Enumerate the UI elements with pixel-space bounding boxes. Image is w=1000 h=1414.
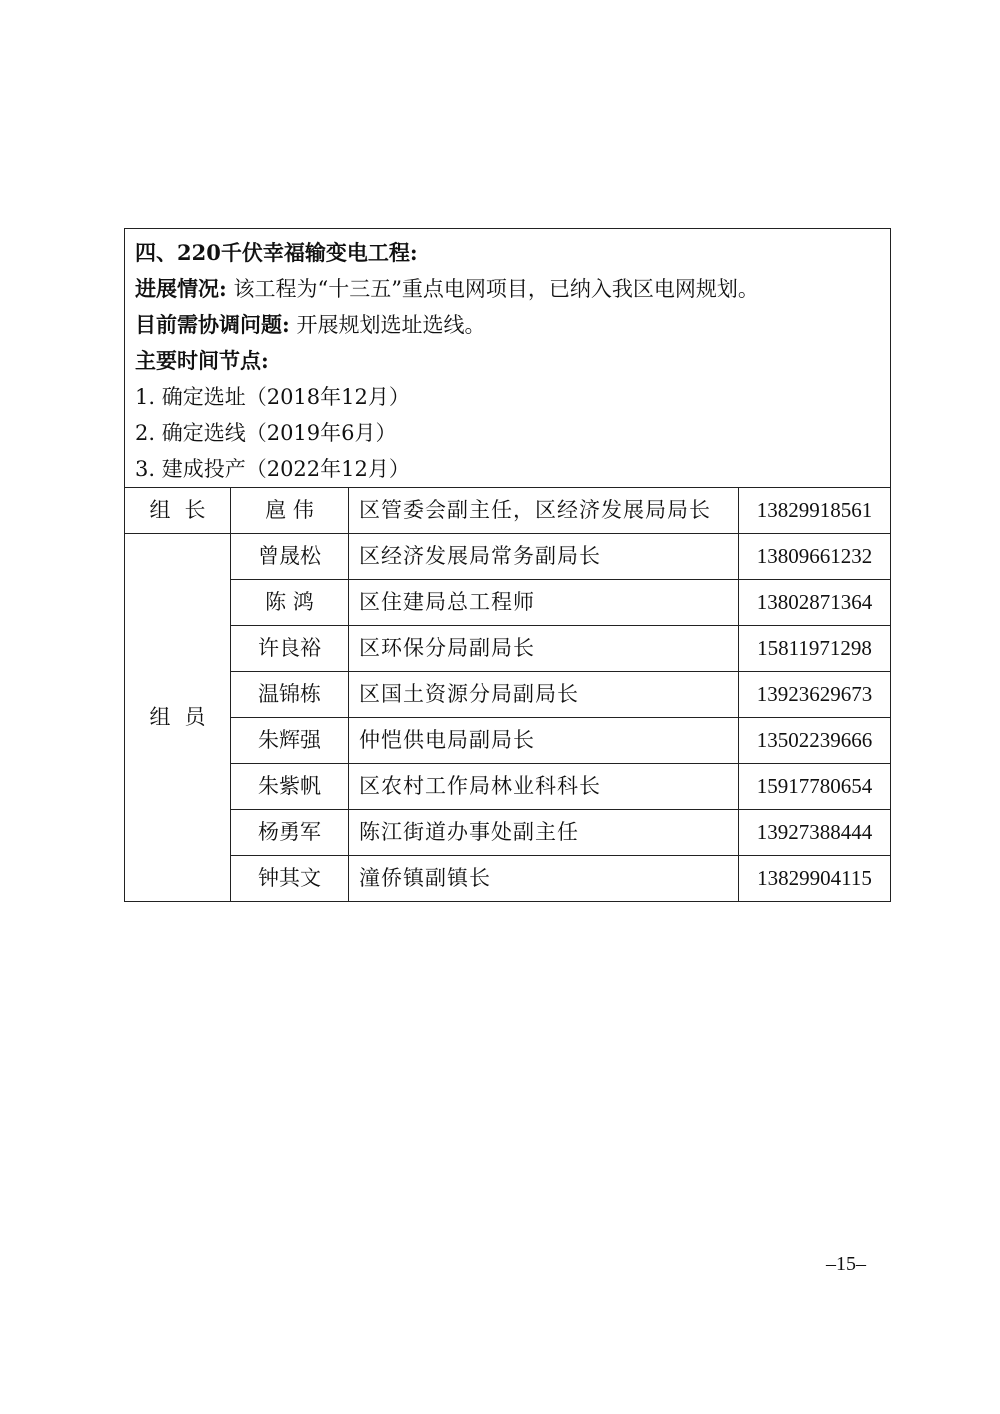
member-row xyxy=(125,534,891,580)
member-row xyxy=(125,580,891,626)
timeline-item: 1. 确定选址（2018年12月） xyxy=(135,385,410,409)
member-row xyxy=(125,810,891,856)
member-phone: 13809661232 xyxy=(739,534,891,580)
member-title: 区住建局总工程师 xyxy=(349,580,739,626)
leader-row xyxy=(125,488,891,534)
page-number: –15– xyxy=(826,1253,866,1275)
member-row xyxy=(125,672,891,718)
project-table xyxy=(124,228,891,902)
member-title: 潼侨镇副镇长 xyxy=(349,856,739,902)
leader-phone: 13829918561 xyxy=(739,488,891,534)
member-row xyxy=(125,626,891,672)
project-info-row xyxy=(125,229,891,488)
member-name: 许良裕 xyxy=(231,626,349,672)
member-name: 曾晟松 xyxy=(231,534,349,580)
progress-text: 该工程为“十三五”重点电网项目，已纳入我区电网规划。 xyxy=(233,277,759,301)
member-row xyxy=(125,764,891,810)
issue-line xyxy=(135,307,880,343)
member-phone: 13502239666 xyxy=(739,718,891,764)
member-title: 区经济发展局常务副局长 xyxy=(349,534,739,580)
member-name: 陈 鸿 xyxy=(231,580,349,626)
leader-name: 扈 伟 xyxy=(231,488,349,534)
member-phone: 13829904115 xyxy=(739,856,891,902)
timeline-label: 主要时间节点: xyxy=(135,348,269,373)
member-title: 仲恺供电局副局长 xyxy=(349,718,739,764)
project-info-cell xyxy=(125,229,891,488)
leader-title: 区管委会副主任，区经济发展局局长 xyxy=(349,488,739,534)
member-row xyxy=(125,856,891,902)
member-name: 朱紫帆 xyxy=(231,764,349,810)
member-name: 钟其文 xyxy=(231,856,349,902)
member-row xyxy=(125,718,891,764)
issue-label: 目前需协调问题: xyxy=(135,312,290,337)
issue-text: 开展规划选址选线。 xyxy=(296,313,486,337)
timeline-item: 3. 建成投产（2022年12月） xyxy=(135,457,410,481)
member-name: 杨勇军 xyxy=(231,810,349,856)
member-name: 朱辉强 xyxy=(231,718,349,764)
progress-label: 进展情况: xyxy=(135,276,227,301)
member-title: 区国土资源分局副局长 xyxy=(349,672,739,718)
member-title: 区农村工作局林业科科长 xyxy=(349,764,739,810)
member-phone: 13923629673 xyxy=(739,672,891,718)
members-role: 组员 xyxy=(125,534,231,902)
progress-line xyxy=(135,271,880,307)
member-phone: 15917780654 xyxy=(739,764,891,810)
project-heading: 四、220千伏幸福输变电工程: xyxy=(135,240,418,265)
member-phone: 13927388444 xyxy=(739,810,891,856)
timeline-item: 2. 确定选线（2019年6月） xyxy=(135,421,397,445)
member-name: 温锦栋 xyxy=(231,672,349,718)
member-title: 区环保分局副局长 xyxy=(349,626,739,672)
member-phone: 13802871364 xyxy=(739,580,891,626)
member-phone: 15811971298 xyxy=(739,626,891,672)
leader-role: 组长 xyxy=(125,488,231,534)
member-title: 陈江街道办事处副主任 xyxy=(349,810,739,856)
